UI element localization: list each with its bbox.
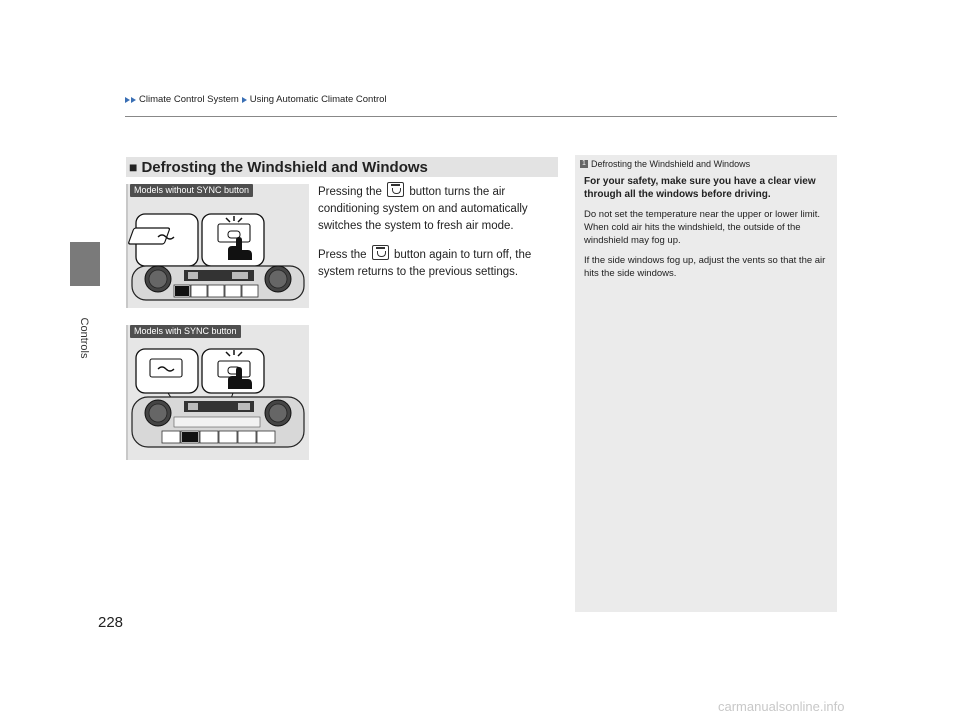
front-defrost-icon: [387, 182, 404, 197]
note-paragraph: If the side windows fog up, adjust the vents so that the air hits the side windows.: [584, 255, 826, 279]
breadcrumb-arrow-icon: [131, 97, 136, 103]
header-divider: [125, 116, 837, 117]
section-square-icon: ■: [129, 159, 138, 175]
instruction-paragraph-2: Press the button again to turn off, the system returns to the previous settings.: [318, 245, 550, 281]
note-paragraph: Do not set the temperature near the upper or lower limit. When cold air hits the windshield, the outside of the windshield may fog up.: [584, 209, 821, 246]
note-heading-text: Defrosting the Windshield and Windows: [591, 159, 751, 169]
section-heading: [126, 157, 558, 177]
figure-without-sync: [126, 184, 309, 308]
breadcrumb-arrow-icon: [125, 97, 130, 103]
note-warning: For your safety, make sure you have a clear view through all the windows before driving.: [584, 176, 816, 200]
front-defrost-icon: [372, 245, 389, 260]
note-body: [584, 175, 829, 287]
climate-panel-sync-illustration: [128, 325, 309, 460]
breadcrumb-item-automatic[interactable]: Using Automatic Climate Control: [249, 94, 387, 105]
climate-panel-illustration: [128, 184, 309, 308]
breadcrumb: [125, 94, 387, 105]
breadcrumb-item-climate-control[interactable]: Climate Control System: [139, 94, 239, 105]
instruction-paragraph-1: Pressing the button turns the air conditioning system on and automatically switches the system to fresh air mode.: [318, 182, 550, 235]
side-tab-label: Controls: [78, 317, 90, 359]
page-number: 228: [98, 614, 124, 631]
side-note: [575, 155, 837, 612]
note-number-icon: 1: [580, 160, 588, 168]
watermark: carmanualsonline.info: [718, 699, 845, 714]
note-heading: [580, 159, 750, 169]
instruction-text: [318, 182, 550, 291]
figure-label-with-sync: Models with SYNC button: [130, 325, 241, 338]
breadcrumb-arrow-icon: [242, 97, 247, 103]
section-title: Defrosting the Windshield and Windows: [141, 158, 428, 176]
figure-with-sync: [126, 325, 309, 460]
figure-label-without-sync: Models without SYNC button: [130, 184, 253, 197]
side-tab-marker: [70, 242, 100, 286]
